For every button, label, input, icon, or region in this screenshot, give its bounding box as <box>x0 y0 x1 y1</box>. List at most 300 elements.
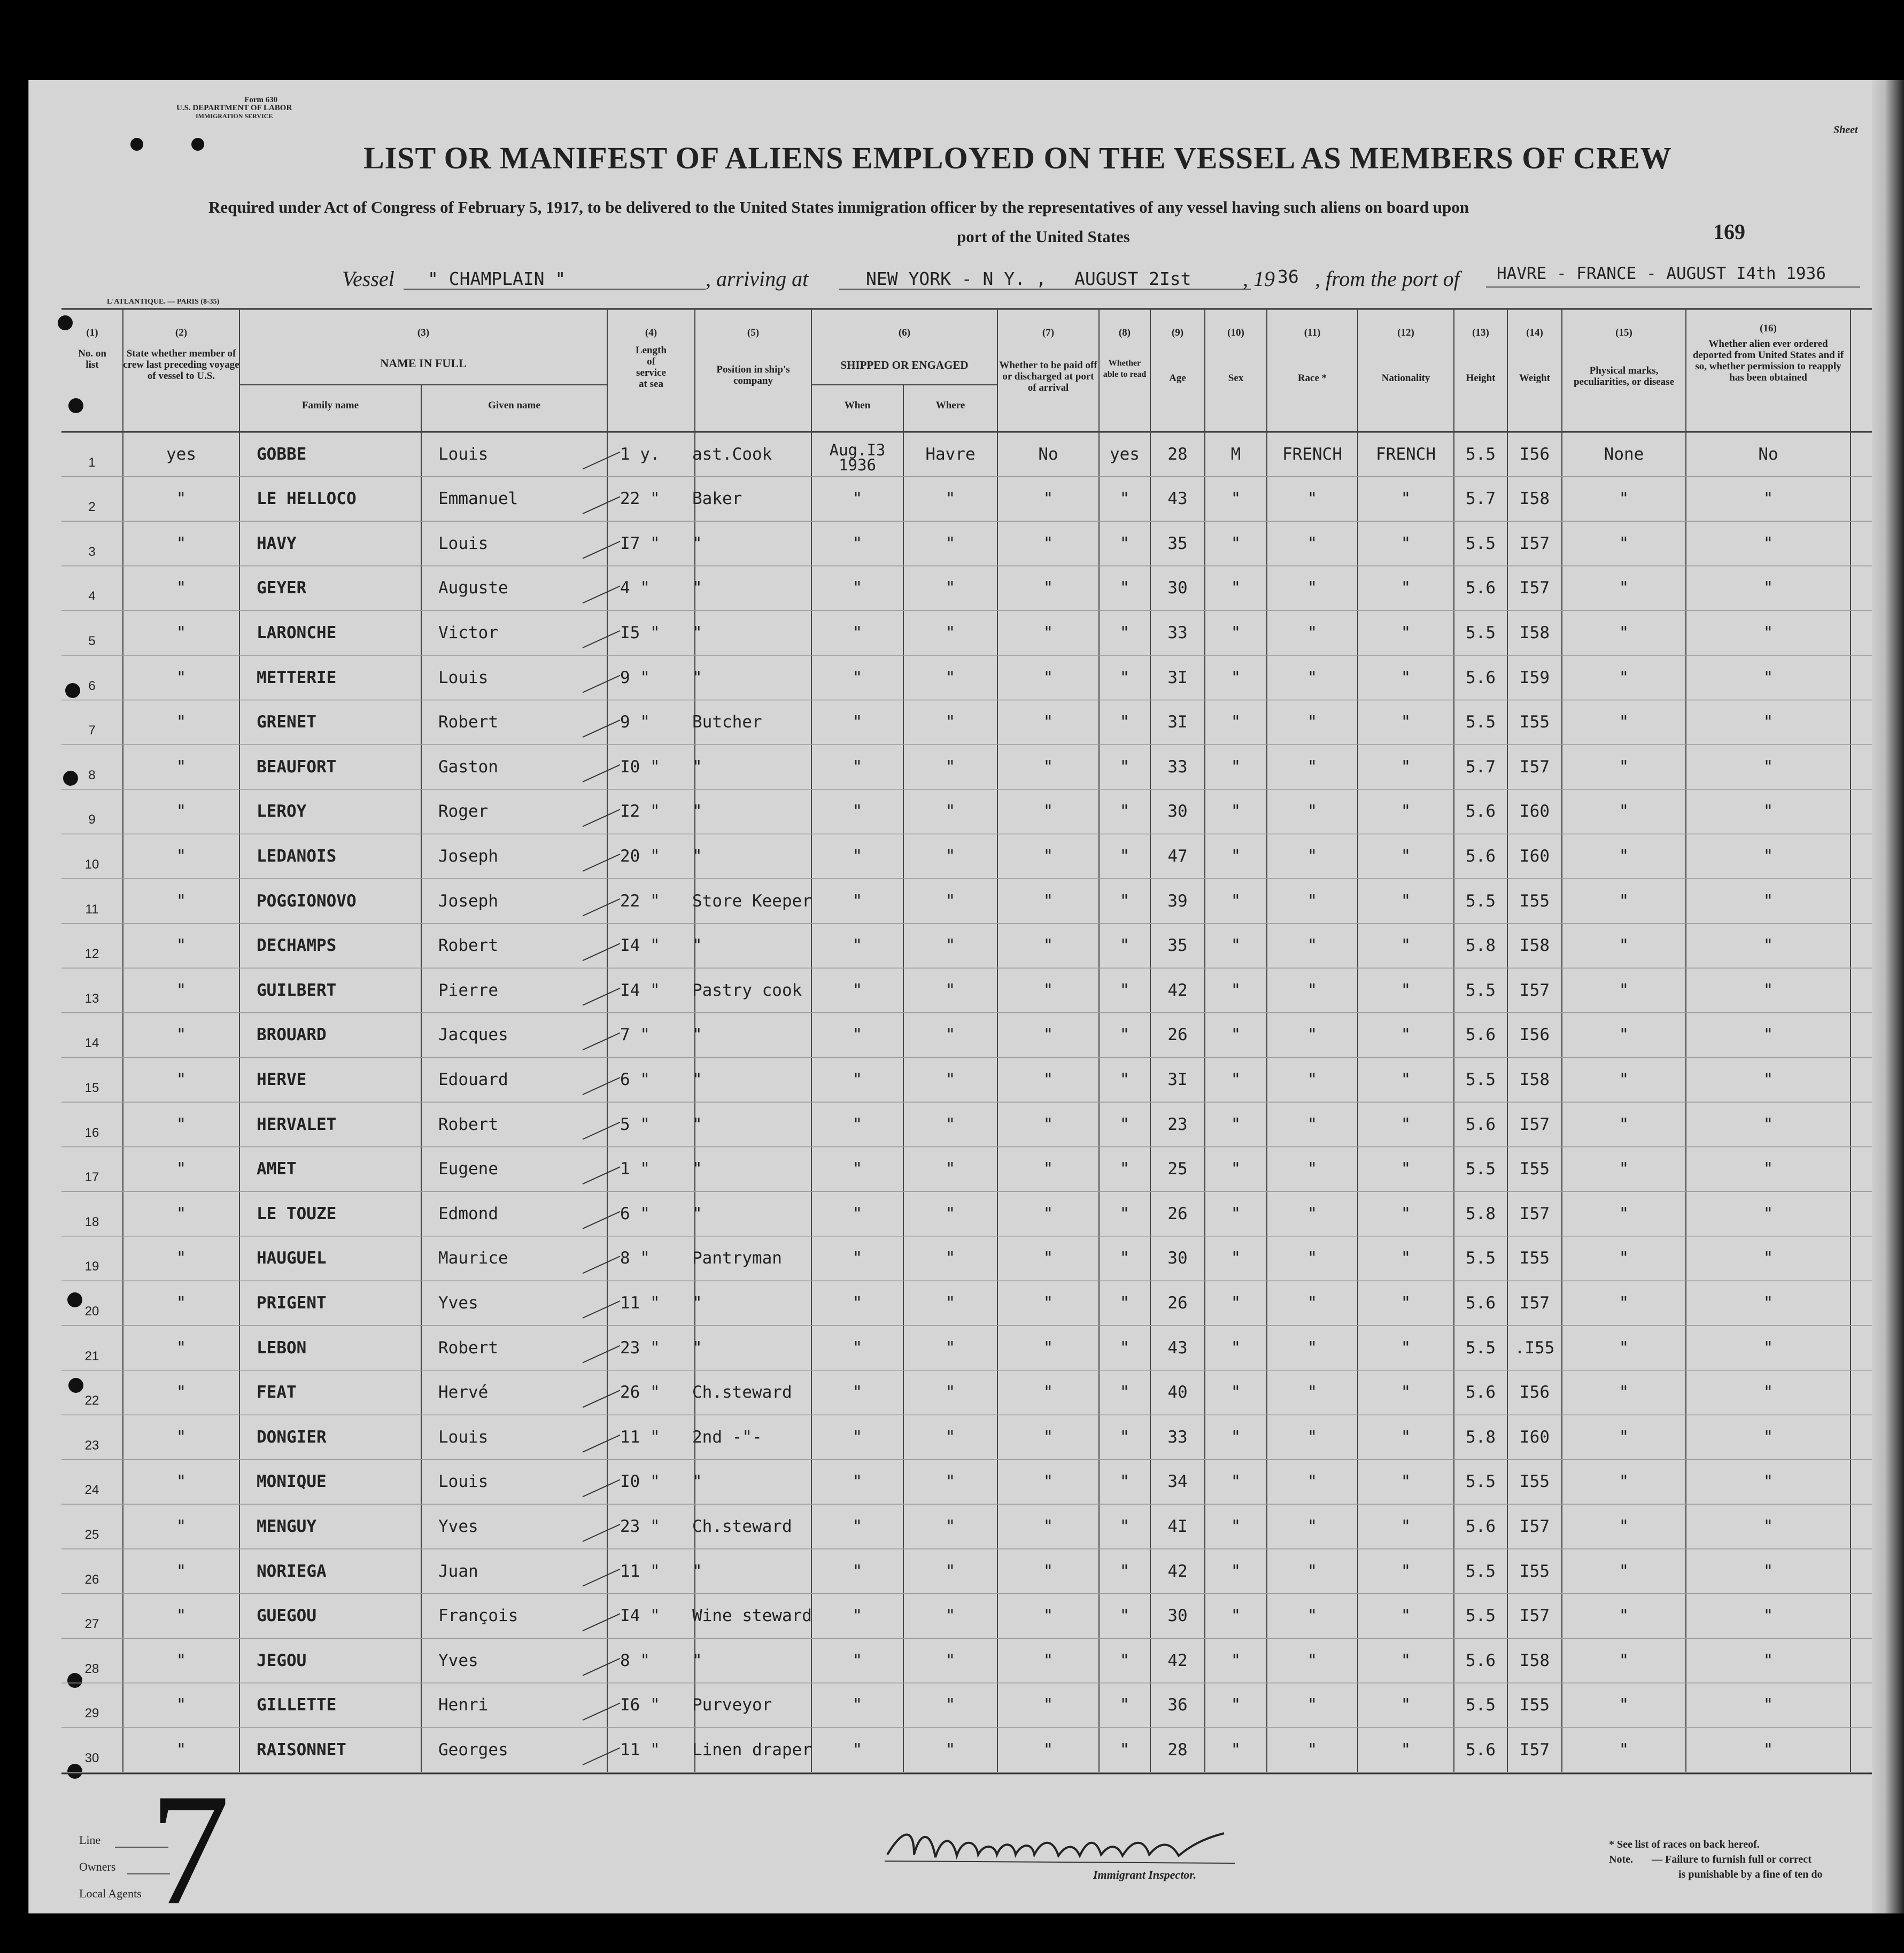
cell-read: " <box>1119 891 1130 911</box>
cell-paid: No <box>1038 444 1058 464</box>
cell-when: " <box>852 936 863 956</box>
cell-when: " <box>852 1650 863 1670</box>
cell-age: 30 <box>1167 802 1188 821</box>
cell-where: " <box>945 1650 956 1670</box>
col4-label: Length of service at sea <box>635 345 667 390</box>
cell-where: " <box>945 936 956 956</box>
from-label: , from the port of <box>1315 267 1460 291</box>
cell-deported: " <box>1763 1650 1774 1670</box>
cell-weight: I55 <box>1520 1472 1550 1492</box>
row-number: 1 <box>88 455 96 470</box>
cell-when: " <box>852 847 863 866</box>
cell-age: 33 <box>1167 623 1188 642</box>
cell-age: 40 <box>1167 1383 1188 1402</box>
cell-given: Yves <box>438 1517 478 1536</box>
col1-num: (1) <box>86 327 98 338</box>
cell-deported: " <box>1763 1114 1774 1134</box>
cell-prev: " <box>176 757 187 777</box>
cell-read: " <box>1119 1561 1130 1581</box>
cell-race: " <box>1307 578 1318 598</box>
cell-height: 5.6 <box>1466 1740 1496 1760</box>
punch-hole <box>68 1378 83 1393</box>
cell-nationality: " <box>1400 489 1411 509</box>
form-number: Form 630 <box>244 96 278 104</box>
cell-marks: " <box>1619 1293 1629 1313</box>
cell-where: " <box>945 1338 956 1358</box>
cell-height: 5.5 <box>1466 1070 1496 1089</box>
cell-position: " <box>692 1472 702 1492</box>
col15-num: (15) <box>1615 327 1632 338</box>
col5-label: Position in ship's company <box>716 364 790 386</box>
arriving-port: NEW YORK - N Y. , <box>866 268 1047 289</box>
cell-given: Robert <box>438 1338 498 1358</box>
cell-position: ast.Cook <box>692 444 772 464</box>
col8-label: Whether able to read <box>1103 359 1147 379</box>
cell-age: 36 <box>1167 1695 1188 1715</box>
cell-paid: " <box>1043 1070 1054 1089</box>
cell-where: " <box>945 1159 956 1179</box>
cell-paid: " <box>1043 1606 1054 1626</box>
cell-position: " <box>692 668 702 687</box>
cell-deported: " <box>1763 847 1774 866</box>
cell-nationality: " <box>1400 1293 1411 1313</box>
cell-read: " <box>1119 1606 1130 1626</box>
cell-service: 9 " <box>620 712 650 732</box>
cell-where: " <box>945 980 956 1000</box>
cell-race: " <box>1307 1472 1318 1492</box>
col12-num: (12) <box>1397 327 1414 338</box>
cell-position: " <box>692 1070 702 1089</box>
cell-when: " <box>852 712 863 732</box>
cell-height: 5.6 <box>1466 847 1496 866</box>
col7-num: (7) <box>1042 327 1055 338</box>
col1-header <box>61 327 123 370</box>
footnote-fine: is punishable by a fine of ten do <box>1678 1869 1823 1880</box>
sheet-edge <box>1872 80 1904 1913</box>
row-number: 4 <box>88 589 96 604</box>
cell-family: AMET <box>257 1159 297 1179</box>
cell-weight: I59 <box>1520 668 1550 687</box>
cell-prev: " <box>176 712 187 732</box>
cell-marks: " <box>1619 1561 1629 1581</box>
cell-family: HERVALET <box>257 1114 337 1134</box>
cell-when: " <box>852 757 863 777</box>
cell-paid: " <box>1043 1338 1054 1358</box>
vessel-name: " CHAMPLAIN " <box>428 268 566 289</box>
cell-paid: " <box>1043 533 1054 553</box>
cell-read: yes <box>1110 444 1140 464</box>
col9-num: (9) <box>1171 327 1184 338</box>
cell-service: 1 " <box>620 1159 650 1179</box>
cell-sex: " <box>1230 1159 1241 1179</box>
cell-age: 3I <box>1167 668 1188 687</box>
cell-family: GEYER <box>257 578 307 598</box>
cell-given: Louis <box>438 668 489 687</box>
cell-weight: I57 <box>1520 1740 1550 1760</box>
cell-deported: " <box>1763 1025 1774 1045</box>
cell-service: 5 " <box>620 1114 650 1134</box>
row-number: 10 <box>84 857 99 872</box>
cell-marks: " <box>1619 623 1629 642</box>
cell-deported: " <box>1763 1249 1774 1268</box>
cell-position: " <box>692 936 702 956</box>
cell-weight: I57 <box>1520 1114 1550 1134</box>
cell-given: Louis <box>438 444 489 464</box>
cell-given: Juan <box>438 1561 478 1581</box>
arrival-date: AUGUST 2Ist <box>1074 268 1191 289</box>
cell-marks: " <box>1619 1383 1629 1402</box>
cell-race: " <box>1307 489 1318 509</box>
cell-position: Pantryman <box>692 1249 782 1268</box>
cell-age: 26 <box>1167 1025 1188 1045</box>
vessel-label: Vessel <box>342 267 394 291</box>
cell-position: " <box>692 757 702 777</box>
punch-hole <box>68 398 83 413</box>
cell-service: 20 " <box>620 847 660 866</box>
cell-age: 33 <box>1167 757 1188 777</box>
cell-height: 5.5 <box>1466 1606 1496 1626</box>
cell-when: " <box>852 1695 863 1715</box>
cell-sex: " <box>1230 489 1241 509</box>
cell-marks: " <box>1619 1695 1629 1715</box>
cell-when: " <box>852 1249 863 1268</box>
cell-marks: " <box>1619 1249 1629 1268</box>
cell-height: 5.7 <box>1466 489 1496 509</box>
cell-sex: " <box>1230 1650 1241 1670</box>
cell-sex: " <box>1230 1338 1241 1358</box>
cell-sex: " <box>1230 1695 1241 1715</box>
cell-sex: " <box>1230 1383 1241 1402</box>
cell-height: 5.7 <box>1466 757 1496 777</box>
col8-header <box>1099 327 1150 380</box>
cell-age: 23 <box>1167 1114 1188 1134</box>
cell-when: " <box>852 1561 863 1581</box>
subtitle-line-2: port of the United States <box>957 227 1130 246</box>
cell-weight: I58 <box>1520 1070 1550 1089</box>
row-number: 22 <box>84 1393 99 1408</box>
cell-height: 5.5 <box>1466 1472 1496 1492</box>
cell-paid: " <box>1043 489 1054 509</box>
cell-where: " <box>945 1517 956 1536</box>
cell-when: " <box>852 1293 863 1313</box>
cell-sex: " <box>1230 623 1241 642</box>
cell-deported: " <box>1763 1740 1774 1760</box>
row-number: 20 <box>84 1304 99 1319</box>
cell-prev: yes <box>166 444 196 464</box>
cell-read: " <box>1119 1695 1130 1715</box>
cell-read: " <box>1119 757 1130 777</box>
cell-sex: " <box>1230 980 1241 1000</box>
col11-num: (11) <box>1304 327 1321 338</box>
col10-label: Sex <box>1228 373 1244 384</box>
cell-marks: " <box>1619 936 1629 956</box>
cell-prev: " <box>176 847 187 866</box>
cell-deported: " <box>1763 1606 1774 1626</box>
cell-paid: " <box>1043 1650 1054 1670</box>
cell-marks: " <box>1619 578 1629 598</box>
inspector-label: Immigrant Inspector. <box>1093 1868 1197 1881</box>
departure-port: HAVRE - FRANCE - AUGUST I4th 1936 <box>1497 264 1826 283</box>
cell-position: Ch.steward <box>692 1383 792 1402</box>
cell-service: 26 " <box>620 1383 660 1402</box>
cell-family: MENGUY <box>257 1517 316 1536</box>
cell-position: Linen draper <box>692 1740 812 1760</box>
cell-given: Louis <box>438 1427 489 1447</box>
cell-sex: " <box>1230 1517 1241 1536</box>
cell-service: I6 " <box>620 1695 660 1715</box>
cell-deported: " <box>1763 936 1774 956</box>
cell-race: " <box>1307 891 1318 911</box>
arriving-label: , arriving at <box>706 267 809 291</box>
cell-read: " <box>1119 1070 1130 1089</box>
row-number: 18 <box>84 1214 99 1229</box>
cell-prev: " <box>176 533 187 553</box>
cell-deported: " <box>1763 1070 1774 1089</box>
cell-marks: " <box>1619 533 1629 553</box>
col6-where-header: Where <box>935 400 965 411</box>
cell-weight: I57 <box>1520 1204 1550 1223</box>
cell-nationality: " <box>1400 668 1411 687</box>
cell-service: 23 " <box>620 1338 660 1358</box>
cell-where: " <box>945 1383 956 1402</box>
cell-prev: " <box>176 802 187 821</box>
cell-prev: " <box>176 1561 187 1581</box>
cell-prev: " <box>176 936 187 956</box>
row-number: 9 <box>88 812 96 827</box>
cell-when: " <box>852 1606 863 1626</box>
col6-header <box>811 327 997 371</box>
cell-given: Emmanuel <box>438 489 518 509</box>
cell-sex: " <box>1230 1740 1241 1760</box>
cell-deported: " <box>1763 1695 1774 1715</box>
cell-service: 6 " <box>620 1204 650 1223</box>
cell-position: Store Keeper <box>692 891 812 911</box>
cell-where: Havre <box>925 444 976 464</box>
page-title: LIST OR MANIFEST OF ALIENS EMPLOYED ON THE VESSEL AS MEMBERS OF CREW <box>363 141 1672 175</box>
cell-given: François <box>438 1606 518 1626</box>
cell-where: " <box>945 1025 956 1045</box>
cell-where: " <box>945 1427 956 1447</box>
cell-when: " <box>852 489 863 509</box>
cell-nationality: " <box>1400 1114 1411 1134</box>
cell-given: Gaston <box>438 757 498 777</box>
cell-age: 42 <box>1167 1650 1188 1670</box>
vessel-underline <box>404 289 706 290</box>
cell-deported: " <box>1763 1293 1774 1313</box>
cell-nationality: " <box>1400 623 1411 642</box>
cell-weight: I56 <box>1520 444 1550 464</box>
punch-hole <box>130 138 143 151</box>
cell-paid: " <box>1043 1517 1054 1536</box>
cell-weight: I60 <box>1520 847 1550 866</box>
cell-race: " <box>1307 1338 1318 1358</box>
cell-sex: " <box>1230 1070 1241 1089</box>
cell-family: DECHAMPS <box>257 936 337 956</box>
cell-age: 42 <box>1167 1561 1188 1581</box>
col14-label: Weight <box>1519 373 1551 384</box>
cell-weight: I58 <box>1520 936 1550 956</box>
col2-label: State whether member of crew last preceding voyage of vessel to U.S. <box>123 348 239 382</box>
cell-service: 22 " <box>620 891 660 911</box>
cell-height: 5.5 <box>1466 444 1496 464</box>
cell-nationality: " <box>1400 980 1411 1000</box>
cell-position: Baker <box>692 489 742 509</box>
cell-nationality: " <box>1400 847 1411 866</box>
cell-height: 5.5 <box>1466 1249 1496 1268</box>
cell-deported: " <box>1763 1204 1774 1223</box>
cell-given: Henri <box>438 1695 489 1715</box>
cell-marks: " <box>1619 1114 1629 1134</box>
cell-given: Roger <box>438 802 489 821</box>
year-value: 36 <box>1278 266 1299 287</box>
cell-service: I4 " <box>620 980 660 1000</box>
cell-where: " <box>945 1070 956 1089</box>
cell-service: 11 " <box>620 1293 660 1313</box>
cell-race: FRENCH <box>1282 444 1342 464</box>
col5-num: (5) <box>747 327 760 338</box>
cell-read: " <box>1119 1293 1130 1313</box>
cell-prev: " <box>176 489 187 509</box>
col10-header <box>1205 327 1267 384</box>
cell-when: " <box>852 1204 863 1223</box>
cell-service: I7 " <box>620 533 660 553</box>
cell-read: " <box>1119 1159 1130 1179</box>
cell-deported: " <box>1763 1472 1774 1492</box>
cell-race: " <box>1307 1561 1318 1581</box>
cell-where: " <box>945 1293 956 1313</box>
col9-label: Age <box>1169 373 1186 384</box>
cell-nationality: " <box>1400 1025 1411 1045</box>
cell-sex: " <box>1230 1249 1241 1268</box>
cell-paid: " <box>1043 1025 1054 1045</box>
cell-deported: " <box>1763 891 1774 911</box>
cell-weight: I57 <box>1520 1293 1550 1313</box>
cell-when: " <box>852 1740 863 1760</box>
cell-nationality: " <box>1400 1070 1411 1089</box>
cell-service: 9 " <box>620 668 650 687</box>
cell-position: 2nd -"- <box>692 1427 762 1447</box>
cell-where: " <box>945 489 956 509</box>
cell-given: Maurice <box>438 1249 508 1268</box>
row-number: 24 <box>84 1483 99 1498</box>
cell-given: Eugene <box>438 1159 498 1179</box>
cell-family: BROUARD <box>257 1025 327 1045</box>
cell-age: 28 <box>1167 1740 1188 1760</box>
cell-height: 5.5 <box>1466 1159 1496 1179</box>
cell-paid: " <box>1043 668 1054 687</box>
footer-agents-label: Local Agents <box>79 1887 142 1900</box>
cell-age: 35 <box>1167 533 1188 553</box>
cell-marks: " <box>1619 980 1629 1000</box>
cell-given: Robert <box>438 1114 498 1134</box>
cell-when: " <box>852 623 863 642</box>
cell-marks: " <box>1619 1650 1629 1670</box>
cell-read: " <box>1119 936 1130 956</box>
cell-position: " <box>692 623 702 642</box>
cell-weight: I57 <box>1520 1517 1550 1536</box>
cell-where: " <box>945 802 956 821</box>
cell-family: LEBON <box>257 1338 307 1358</box>
punch-hole <box>67 1764 82 1779</box>
cell-age: 47 <box>1167 847 1188 866</box>
cell-given: Edouard <box>438 1070 508 1089</box>
cell-read: " <box>1119 712 1130 732</box>
cell-weight: I55 <box>1520 1695 1550 1715</box>
cell-read: " <box>1119 668 1130 687</box>
cell-prev: " <box>176 1383 187 1402</box>
col13-label: Height <box>1466 373 1496 384</box>
cell-prev: " <box>176 578 187 598</box>
cell-family: FEAT <box>257 1383 297 1402</box>
cell-race: " <box>1307 1517 1318 1536</box>
row-number: 13 <box>84 991 99 1006</box>
cell-prev: " <box>176 1293 187 1313</box>
cell-paid: " <box>1043 578 1054 598</box>
cell-position: Butcher <box>692 712 762 732</box>
cell-deported: " <box>1763 623 1774 642</box>
cell-deported: " <box>1763 1159 1774 1179</box>
cell-family: LEDANOIS <box>257 847 337 866</box>
cell-paid: " <box>1043 802 1054 821</box>
col16-header <box>1686 323 1851 383</box>
cell-height: 5.6 <box>1466 1650 1496 1670</box>
cell-family: HERVE <box>257 1070 307 1089</box>
cell-weight: I60 <box>1520 802 1550 821</box>
cell-nationality: " <box>1400 1740 1411 1760</box>
cell-when: " <box>852 1159 863 1179</box>
cell-position: Wine steward <box>692 1606 812 1626</box>
cell-race: " <box>1307 1650 1318 1670</box>
sheet-number: 169 <box>1713 220 1745 244</box>
cell-given: Pierre <box>438 980 498 1000</box>
cell-weight: I57 <box>1520 980 1550 1000</box>
cell-sex: " <box>1230 1025 1241 1045</box>
date-underline <box>1048 289 1251 290</box>
cell-read: " <box>1119 489 1130 509</box>
cell-marks: " <box>1619 757 1629 777</box>
row-number: 3 <box>88 544 96 559</box>
cell-sex: " <box>1230 1606 1241 1626</box>
cell-nationality: " <box>1400 1338 1411 1358</box>
cell-race: " <box>1307 1025 1318 1045</box>
cell-weight: I57 <box>1520 757 1550 777</box>
cell-deported: " <box>1763 712 1774 732</box>
cell-prev: " <box>176 980 187 1000</box>
col11-label: Race * <box>1297 373 1327 384</box>
cell-position: " <box>692 1293 702 1313</box>
cell-given: Louis <box>438 533 489 553</box>
cell-deported: " <box>1763 802 1774 821</box>
cell-height: 5.5 <box>1466 623 1496 642</box>
row-number: 25 <box>84 1528 99 1542</box>
cell-read: " <box>1119 623 1130 642</box>
cell-service: 7 " <box>620 1025 650 1045</box>
cell-race: " <box>1307 936 1318 956</box>
col6-num: (6) <box>898 327 911 338</box>
cell-family: POGGIONOVO <box>257 891 357 911</box>
cell-given: Jacques <box>438 1025 508 1045</box>
cell-paid: " <box>1043 847 1054 866</box>
cell-service: 1 y. <box>620 444 660 464</box>
cell-age: 43 <box>1167 489 1188 509</box>
row-number: 23 <box>84 1438 99 1453</box>
cell-sex: M <box>1230 444 1241 464</box>
cell-where: " <box>945 1561 956 1581</box>
printer-mark: L'ATLANTIQUE. — PARIS (8-35) <box>107 298 220 306</box>
cell-family: DONGIER <box>257 1427 327 1447</box>
cell-height: 5.5 <box>1466 1338 1496 1358</box>
from-underline <box>1486 286 1860 288</box>
